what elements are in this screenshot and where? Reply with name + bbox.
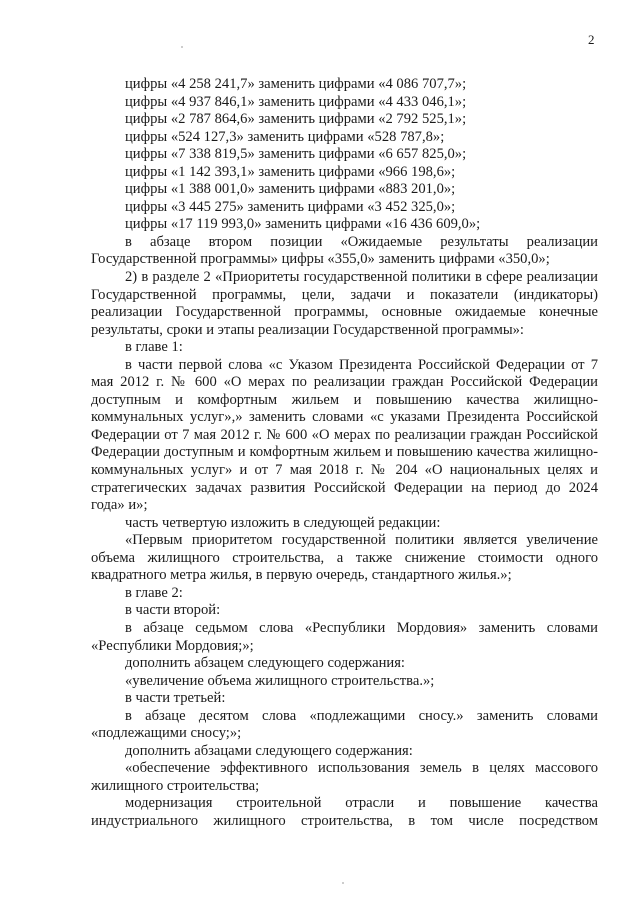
- paragraph-expected-results: в абзаце втором позиции «Ожидаемые результаты реализации Государственной программы» цифры «355,0» заменить цифрами «350,0»;: [91, 233, 598, 268]
- paragraph-replace-7: цифры «1 388 001,0» заменить цифрами «883 201,0»;: [125, 181, 456, 198]
- scan-speck: [342, 882, 344, 884]
- paragraph-modernization: модернизация строительной отрасли и повышение качества индустриального жилищного строительства, в том числе посредством: [91, 795, 598, 829]
- paragraph-add-clause: дополнить абзацем следующего содержания:: [125, 655, 405, 672]
- paragraph-part-three: в части третьей:: [125, 690, 226, 707]
- paragraph-tenth-clause: в абзаце десятом слова «подлежащими сносу.» заменить словами «подлежащими сносу;»;: [91, 707, 598, 742]
- paragraph-chapter-1: в главе 1:: [125, 339, 183, 356]
- page-number: 2: [588, 32, 595, 47]
- paragraph-replace-8: цифры «3 445 275» заменить цифрами «3 452 325,0»;: [125, 198, 456, 215]
- document-body: [91, 76, 598, 831]
- paragraph-part-two: в части второй:: [125, 602, 221, 619]
- paragraph-part-one-decree: в части первой слова «с Указом Президента Российской Федерации от 7 мая 2012 г. № 600 «О мерах по реализации граждан Российской Федерации доступным и комфортным жильем и повышению качества жилищно-коммунальных услуг»,» заменить словами «с указами Президента Российской Федерации от 7 мая 2012 г. № 600 «О мерах по реализации граждан Российской Федерации доступным и комфортным жильем и повышению качества жилищно-коммунальных услуг» и от 7 мая 2018 г. № 204 «О национальных целях и стратегических задачах развития Российской Федерации на период до 2024 года» и»;: [91, 356, 598, 514]
- paragraph-first-priority: «Первым приоритетом государственной политики является увеличение объема жилищного строительства, а также снижение стоимости одного квадратного метра жилья, в первую очередь, стандартного жилья.»;: [91, 532, 598, 584]
- paragraph-replace-6: цифры «1 142 393,1» заменить цифрами «966 198,6»;: [125, 163, 456, 180]
- paragraph-replace-9: цифры «17 119 993,0» заменить цифрами «16 436 609,0»;: [125, 216, 481, 233]
- paragraph-replace-5: цифры «7 338 819,5» заменить цифрами «6 657 825,0»;: [125, 146, 467, 163]
- paragraph-replace-2: цифры «4 937 846,1» заменить цифрами «4 433 046,1»;: [125, 93, 467, 110]
- paragraph-part-four: часть четвертую изложить в следующей редакции:: [125, 514, 441, 531]
- paragraph-land-use: «обеспечение эффективного использования земель в целях массового жилищного строительства;: [91, 760, 598, 794]
- paragraph-replace-1: цифры «4 258 241,7» заменить цифрами «4 086 707,7»;: [125, 76, 467, 92]
- paragraph-replace-4: цифры «524 127,3» заменить цифрами «528 787,8»;: [125, 128, 445, 145]
- paragraph-replace-3: цифры «2 787 864,6» заменить цифрами «2 792 525,1»;: [125, 111, 467, 128]
- paragraph-add-clauses: дополнить абзацами следующего содержания:: [125, 742, 413, 759]
- scan-speck: [181, 46, 183, 48]
- paragraph-section-2: 2) в разделе 2 «Приоритеты государственной политики в сфере реализации Государственной программы, цели, задачи и показатели (индикаторы) реализации Государственной программы, основные ожидаемые конечные результаты, сроки и этапы реализации Государственной программы»:: [91, 269, 598, 338]
- paragraph-seventh-clause: в абзаце седьмом слова «Республики Мордовия» заменить словами «Республики Мордовия;»;: [91, 619, 598, 654]
- paragraph-chapter-2: в главе 2:: [125, 584, 183, 601]
- paragraph-increase-volume: «увеличение объема жилищного строительства.»;: [125, 672, 435, 689]
